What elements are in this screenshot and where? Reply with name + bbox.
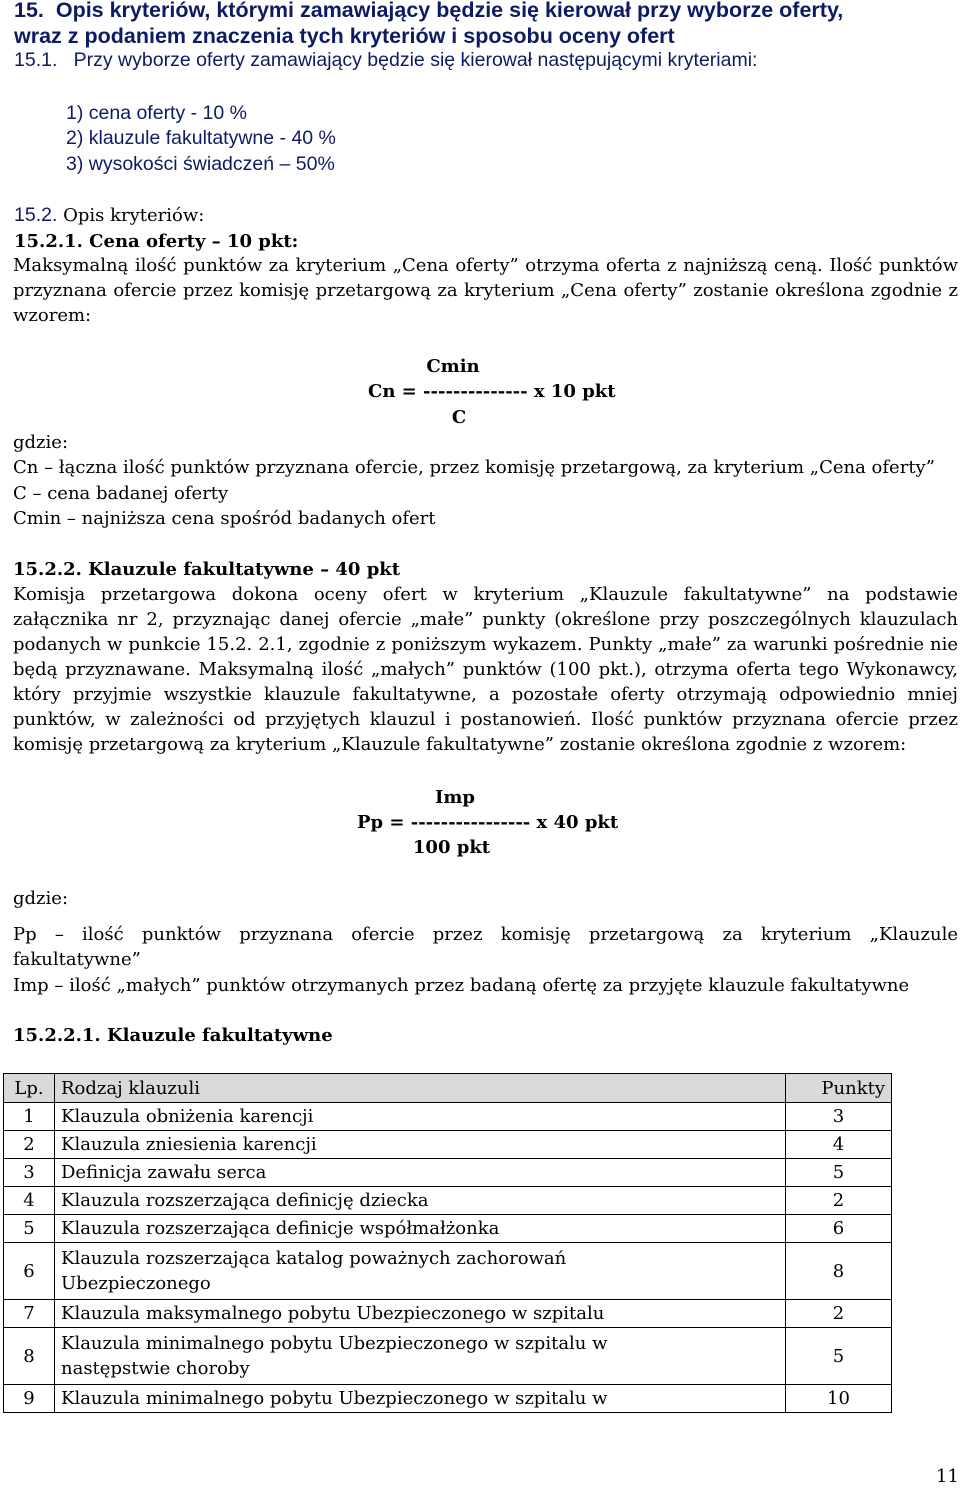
header-clause-type: Rodzaj klauzuli bbox=[55, 1074, 786, 1103]
paragraph-line: podanych w punkcie 15.2. 2.1, zgodnie z poniższym wykazem. Punkty „małe” za warunki pośrednie nie bbox=[13, 634, 958, 655]
header-lp: Lp. bbox=[4, 1074, 55, 1103]
row-clause-line: Klauzula rozszerzająca katalog poważnych zachorowań bbox=[61, 1248, 567, 1269]
table-row bbox=[4, 1215, 892, 1243]
clauses-table bbox=[3, 1073, 892, 1413]
heading-line-2: wraz z podaniem znaczenia tych kryteriów i sposobu oceny ofert bbox=[14, 24, 675, 48]
row-clause: Klauzula obniżenia karencji bbox=[55, 1103, 786, 1131]
table-row bbox=[4, 1328, 892, 1385]
row-points: 3 bbox=[786, 1103, 892, 1131]
formula-price-denominator: C bbox=[451, 407, 467, 428]
row-lp: 6 bbox=[4, 1243, 55, 1300]
row-clause: Klauzula rozszerzająca definicje współmałżonka bbox=[55, 1215, 786, 1243]
table-row bbox=[4, 1187, 892, 1215]
row-lp: 9 bbox=[4, 1385, 55, 1413]
definition-cn: Cn – łączna ilość punktów przyznana ofercie, przez komisję przetargową, za kryterium „Cena oferty” bbox=[13, 457, 935, 478]
definition-c: C – cena badanej oferty bbox=[13, 483, 229, 504]
formula-price-numerator: Cmin bbox=[426, 356, 480, 377]
table-row bbox=[4, 1385, 892, 1413]
paragraph-line: załącznika nr 2, przyznając danej ofercie „małe” punkty (określone przy poszczególnych klauzulach bbox=[13, 609, 958, 630]
table-row bbox=[4, 1103, 892, 1131]
formula-clauses-numerator: Imp bbox=[434, 787, 476, 808]
formula-price-main: Cn = -------------- x 10 pkt bbox=[368, 381, 616, 402]
subsection-15-2 bbox=[14, 203, 204, 228]
row-clause-line: Klauzula minimalnego pobytu Ubezpieczonego w szpitalu w bbox=[61, 1333, 608, 1354]
definition-imp: Imp – ilość „małych” punktów otrzymanych przez badaną ofertę za przyjęte klauzule fakultatywne bbox=[13, 975, 910, 996]
criterion-price-description bbox=[13, 253, 958, 328]
where-label: gdzie: bbox=[13, 888, 69, 909]
definition-pp bbox=[13, 922, 958, 972]
paragraph-line: Pp – ilość punktów przyznana ofercie przez komisję przetargową za kryterium „Klauzule bbox=[13, 924, 958, 945]
row-clause-line: następstwie choroby bbox=[61, 1358, 250, 1379]
row-points: 5 bbox=[786, 1159, 892, 1187]
row-lp: 8 bbox=[4, 1328, 55, 1385]
paragraph-line: punktów, w zależności od przyjętych klauzul i postanowień. Ilość punktów przyznana ofercie przez bbox=[13, 709, 958, 730]
row-clause bbox=[55, 1243, 786, 1300]
paragraph-line: który przyjmie wszystkie klauzule fakultatywne, a pozostałe oferty otrzymają odpowiednio mniej bbox=[13, 684, 958, 705]
header-points: Punkty bbox=[786, 1074, 892, 1103]
criterion-clauses-title: 15.2.2. Klauzule fakultatywne – 40 pkt bbox=[13, 559, 401, 580]
row-points: 2 bbox=[786, 1300, 892, 1328]
row-clause: Klauzula maksymalnego pobytu Ubezpieczonego w szpitalu bbox=[55, 1300, 786, 1328]
paragraph-line: Komisja przetargowa dokona oceny ofert w kryterium „Klauzule fakultatywne” na podstawie bbox=[13, 584, 958, 605]
criterion-price-title: 15.2.1. Cena oferty – 10 pkt: bbox=[14, 231, 299, 252]
row-clause-line: Ubezpieczonego bbox=[61, 1273, 211, 1294]
page-number: 11 bbox=[936, 1466, 959, 1487]
formula-clauses-denominator: 100 pkt bbox=[412, 837, 491, 858]
row-lp: 3 bbox=[4, 1159, 55, 1187]
table-row bbox=[4, 1300, 892, 1328]
subsection-number: 15.1. bbox=[14, 49, 58, 71]
row-lp: 7 bbox=[4, 1300, 55, 1328]
clauses-table-title: 15.2.2.1. Klauzule fakultatywne bbox=[13, 1025, 333, 1046]
subsection-15-1 bbox=[14, 48, 757, 73]
section-number: 15. bbox=[14, 0, 44, 22]
formula-clauses-main: Pp = ---------------- x 40 pkt bbox=[357, 812, 619, 833]
subsection-text: Opis kryteriów: bbox=[63, 205, 205, 226]
heading-line-1: Opis kryteriów, którymi zamawiający będzie się kierował przy wyborze oferty, bbox=[55, 0, 844, 22]
paragraph-line: przyznana ofercie przez komisję przetargową za kryterium „Cena oferty” zostanie określona zgodnie z bbox=[13, 280, 958, 301]
row-points: 8 bbox=[786, 1243, 892, 1300]
criterion-2: 2) klauzule fakultatywne - 40 % bbox=[66, 127, 336, 149]
paragraph-line: fakultatywne” bbox=[13, 949, 141, 970]
row-points: 6 bbox=[786, 1215, 892, 1243]
row-clause: Klauzula rozszerzająca definicję dziecka bbox=[55, 1187, 786, 1215]
table-row bbox=[4, 1131, 892, 1159]
paragraph-line: Maksymalną ilość punktów za kryterium „Cena oferty” otrzyma oferta z najniższą ceną. Ilość punktów bbox=[13, 255, 958, 276]
row-lp: 5 bbox=[4, 1215, 55, 1243]
table-header-row bbox=[4, 1074, 892, 1103]
table-row bbox=[4, 1243, 892, 1300]
definition-cmin: Cmin – najniższa cena spośród badanych ofert bbox=[13, 508, 436, 529]
paragraph-line: wzorem: bbox=[13, 305, 92, 326]
table-row bbox=[4, 1159, 892, 1187]
criterion-1: 1) cena oferty - 10 % bbox=[66, 102, 248, 124]
row-clause: Definicja zawału serca bbox=[55, 1159, 786, 1187]
row-points: 5 bbox=[786, 1328, 892, 1385]
paragraph-line: będą przyznawane. Maksymalną ilość „małych” punktów (100 pkt.), otrzyma oferta tego Wykonawcy, bbox=[13, 659, 958, 680]
row-clause: Klauzula zniesienia karencji bbox=[55, 1131, 786, 1159]
row-lp: 4 bbox=[4, 1187, 55, 1215]
row-clause bbox=[55, 1328, 786, 1385]
criterion-clauses-description bbox=[13, 582, 958, 757]
subsection-text: Przy wyborze oferty zamawiający będzie się kierował następującymi kryteriami: bbox=[73, 49, 758, 71]
section-heading bbox=[14, 0, 843, 23]
criterion-3: 3) wysokości świadczeń – 50% bbox=[66, 153, 335, 175]
row-points: 10 bbox=[786, 1385, 892, 1413]
row-lp: 2 bbox=[4, 1131, 55, 1159]
row-points: 4 bbox=[786, 1131, 892, 1159]
row-points: 2 bbox=[786, 1187, 892, 1215]
paragraph-line: komisję przetargową za kryterium „Klauzule fakultatywne” zostanie określona zgodnie z wzorem: bbox=[13, 734, 907, 755]
where-label: gdzie: bbox=[13, 432, 69, 453]
row-clause: Klauzula minimalnego pobytu Ubezpieczonego w szpitalu w bbox=[55, 1385, 786, 1413]
row-lp: 1 bbox=[4, 1103, 55, 1131]
subsection-number: 15.2. bbox=[14, 204, 58, 226]
